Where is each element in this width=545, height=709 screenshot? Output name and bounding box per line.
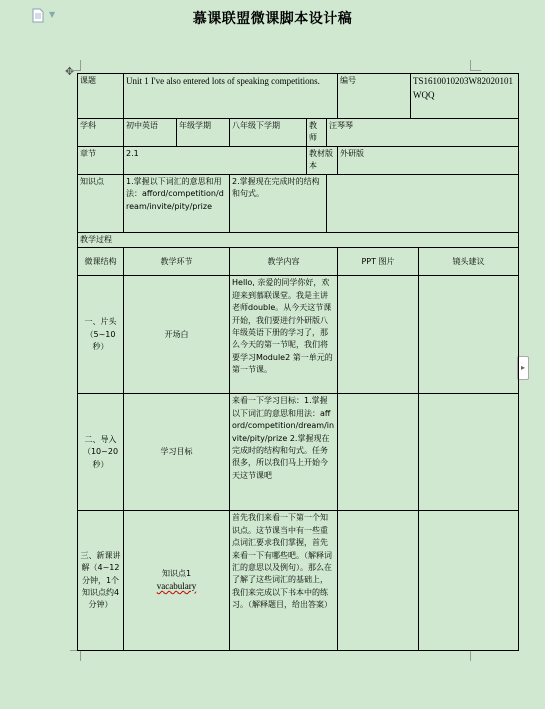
content-cell: 来看一下学习目标：1.掌握以下词汇的意思和用法：afford/competition/dream/invite/pity/prize 2.掌握现在完成时的结构和句式。任务很多，所以我们马上开始今天这节课吧 <box>230 394 338 511</box>
shot-cell <box>419 394 519 511</box>
margin-corner-mark <box>470 650 481 661</box>
topic-label: 课题 <box>78 74 124 119</box>
structure-cell: 二、导入（10~20秒） <box>78 394 124 511</box>
structure-cell: 一、片头（5~10秒） <box>78 276 124 394</box>
knowledge-point-1: 1.掌握以下词汇的意思和用法：afford/competition/dream/invite/pity/prize <box>124 175 230 233</box>
edition-label: 教材版本 <box>307 147 338 175</box>
column-header: PPT 图片 <box>338 248 419 276</box>
step-prefix: 知识点1 <box>161 568 192 578</box>
shot-cell <box>419 511 519 651</box>
shot-cell <box>419 276 519 394</box>
code-value: TS1610010203W82020101WQQ <box>411 74 519 119</box>
table-move-handle-icon[interactable]: ✥ <box>65 65 75 78</box>
term-label: 年级学期 <box>177 119 230 147</box>
margin-corner-mark <box>470 60 481 71</box>
content-cell: 首先我们来看一下第一个知识点。这节课当中有一些重点词汇要求我们掌握，首先来看一下有哪些吧。（解释词汇的意思以及例句）。那么在了解了这些词汇的基础上，我们来完成以下书本中的练习。（解释题目，给出答案） <box>230 511 338 651</box>
ppt-cell <box>338 511 419 651</box>
chapter-label: 章节 <box>78 147 124 175</box>
edition-value: 外研版 <box>338 147 519 175</box>
teacher-value: 汪琴琴 <box>327 119 519 147</box>
script-design-table <box>77 73 519 651</box>
column-header: 教学内容 <box>230 248 338 276</box>
step-cell: 开场白 <box>124 276 230 394</box>
ppt-cell <box>338 394 419 511</box>
term-value: 八年级下学期 <box>230 119 307 147</box>
code-label: 编号 <box>338 74 411 119</box>
margin-corner-mark <box>70 60 81 71</box>
step-cell <box>124 511 230 651</box>
subject-label: 学科 <box>78 119 124 147</box>
ppt-cell <box>338 276 419 394</box>
step-word: vacabulary <box>156 581 197 592</box>
expand-tab-icon[interactable]: ▸ <box>517 356 529 380</box>
knowledge-point-2: 2.掌握现在完成时的结构和句式。 <box>230 175 327 233</box>
process-label: 教学过程 <box>78 233 519 248</box>
knowledge-label: 知识点 <box>78 175 124 233</box>
chevron-down-icon[interactable]: ▼ <box>49 10 56 19</box>
structure-cell: 三、新课讲解（4~12分钟，1个知识点约4分钟） <box>78 511 124 651</box>
teacher-label: 教师 <box>307 119 327 147</box>
content-cell: Hello, 亲爱的同学你好，欢迎来到慕联课堂。我是主讲老师double。从今天这节课开始，我们要进行外研版八年级英语下册的学习了，那么今天的第一节呢，我们将要学习Module2 第一单元的第一节课。 <box>230 276 338 394</box>
margin-corner-mark <box>70 650 81 661</box>
subject-value: 初中英语 <box>124 119 177 147</box>
column-header: 镜头建议 <box>419 248 519 276</box>
document-title: 慕课联盟微课脚本设计稿 <box>192 11 353 27</box>
column-header: 微课结构 <box>78 248 124 276</box>
knowledge-empty-cell <box>327 175 519 233</box>
chapter-value: 2.1 <box>124 147 307 175</box>
topic-value: Unit 1 I've also entered lots of speaking competitions. <box>124 74 338 119</box>
step-cell: 学习目标 <box>124 394 230 511</box>
column-header: 教学环节 <box>124 248 230 276</box>
